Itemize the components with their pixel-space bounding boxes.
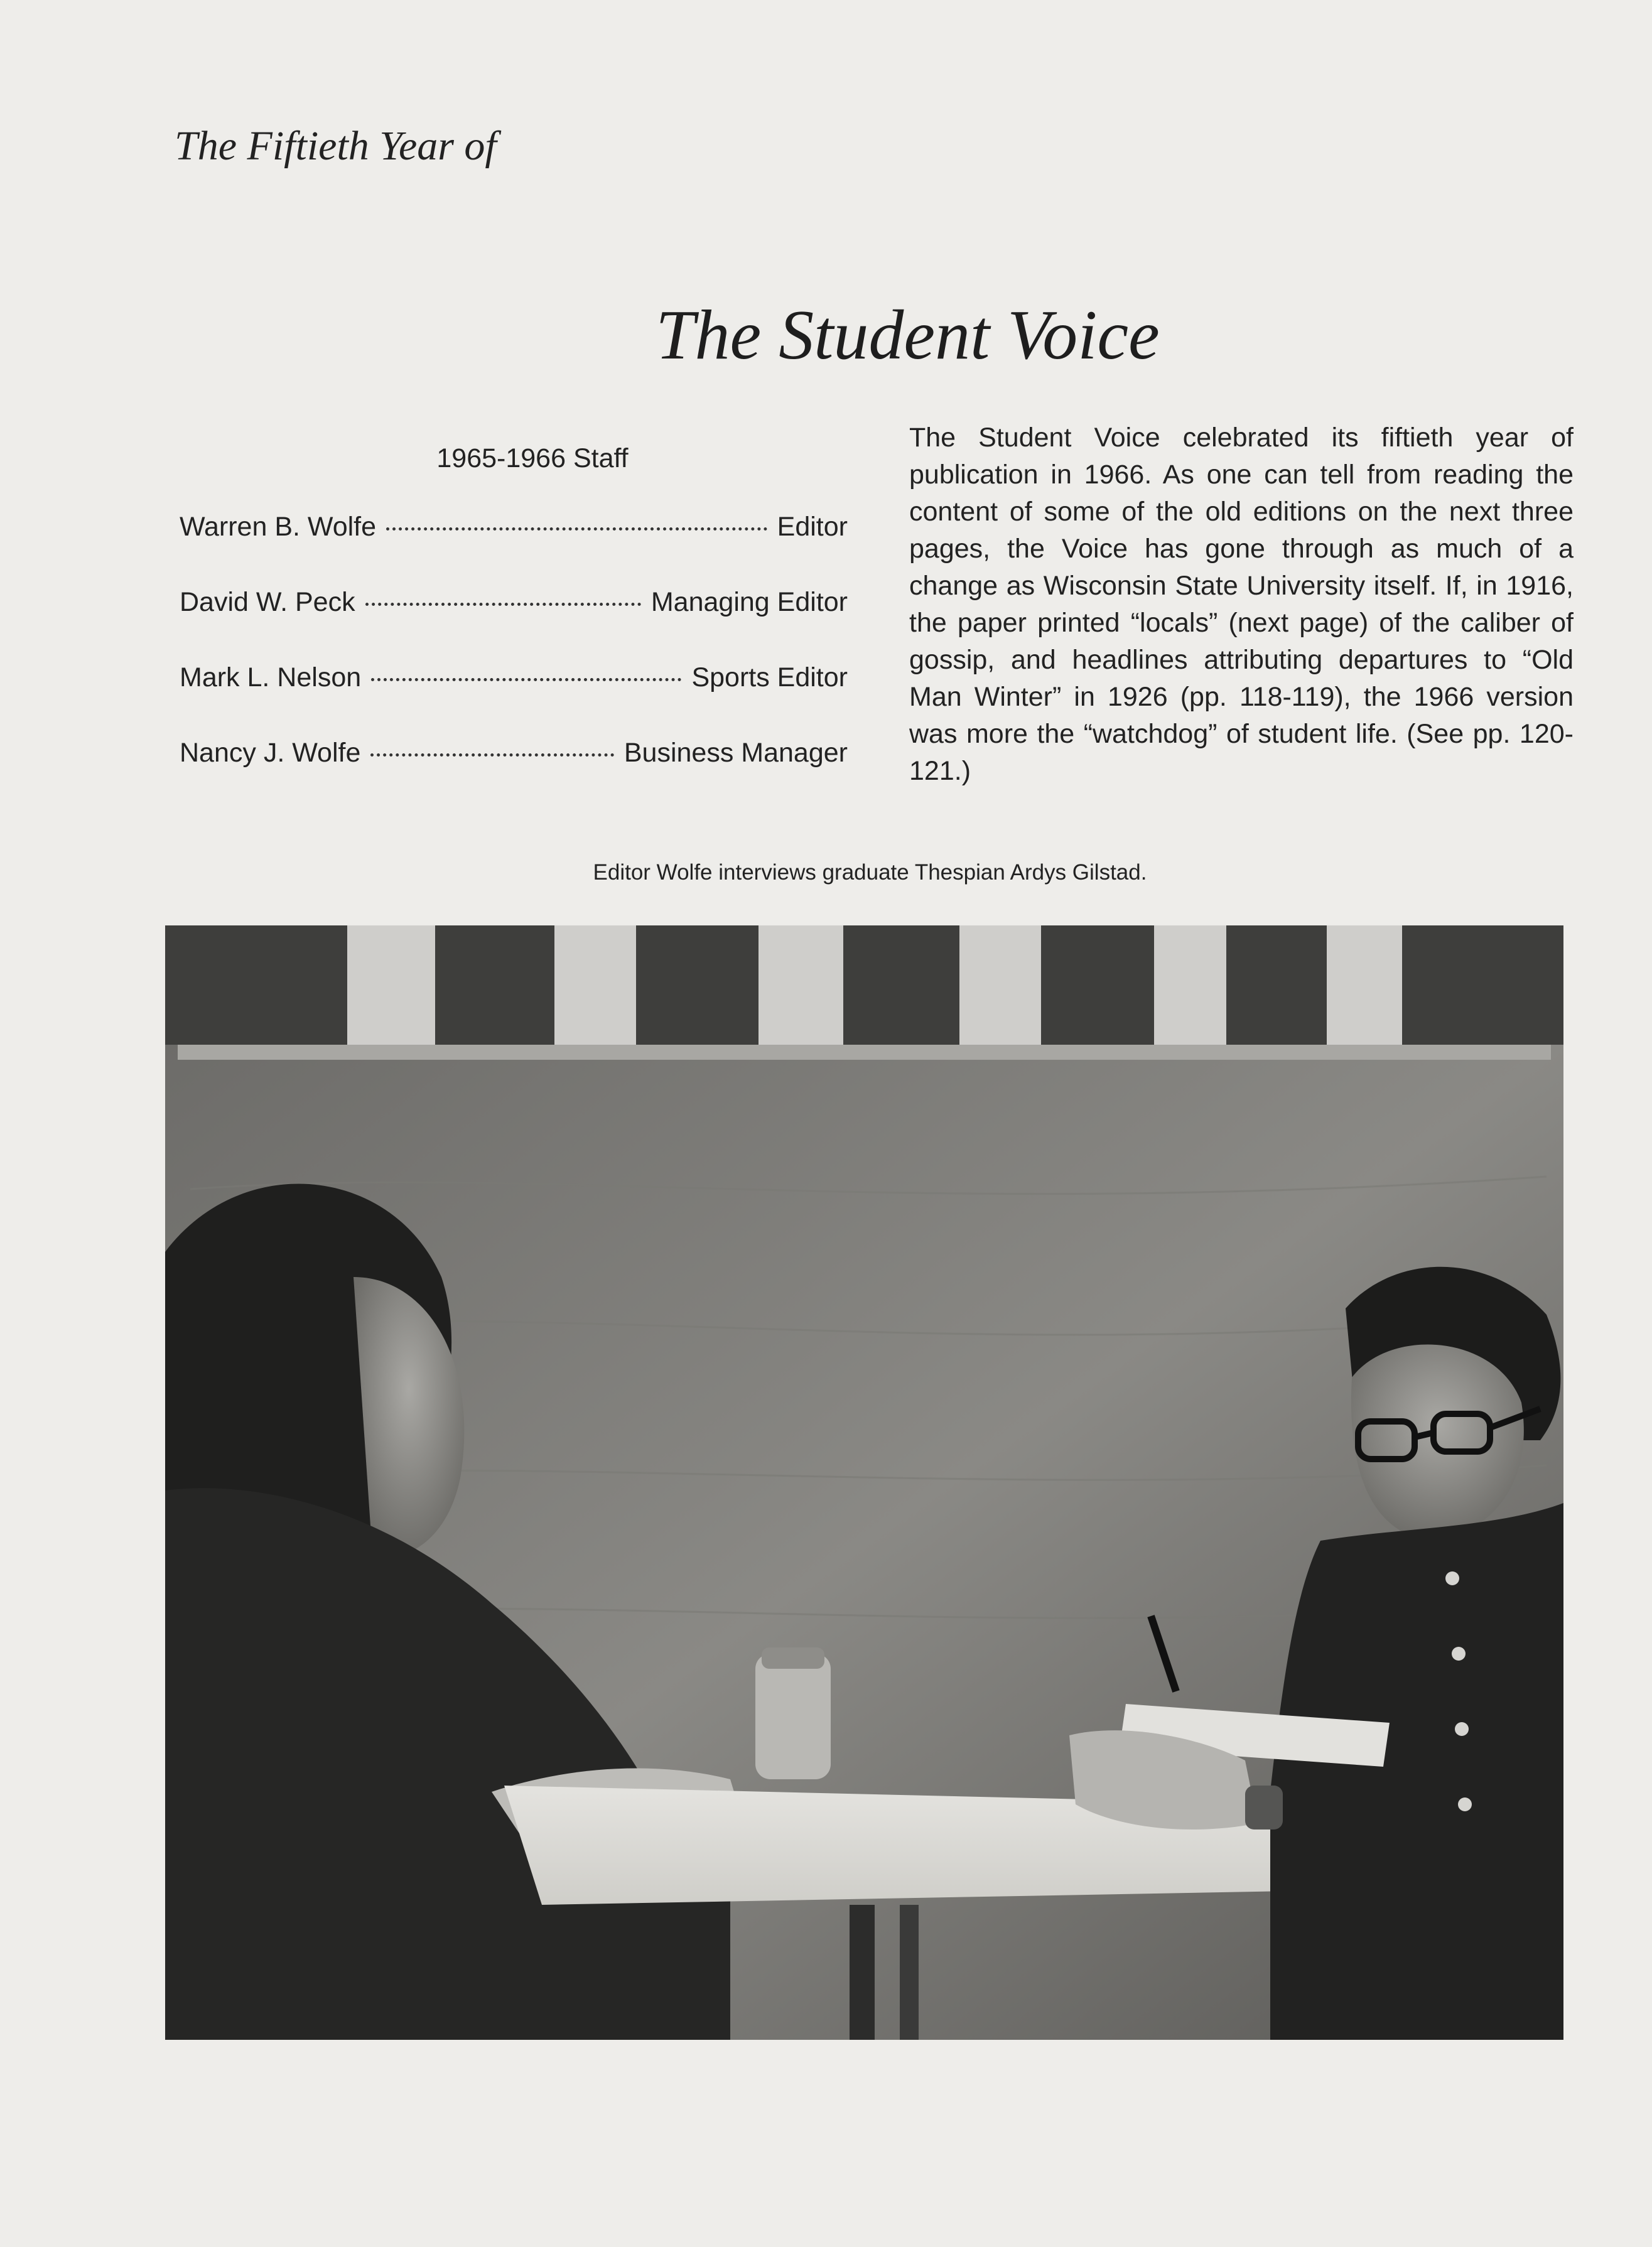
staff-role: Editor bbox=[777, 512, 848, 542]
staff-row bbox=[180, 738, 848, 813]
staff-role: Managing Editor bbox=[651, 587, 848, 617]
staff-role: Business Manager bbox=[624, 738, 848, 768]
interview-photo bbox=[165, 925, 1563, 2040]
staff-name: Warren B. Wolfe bbox=[180, 512, 377, 542]
photo-caption: Editor Wolfe interviews graduate Thespian Ardys Gilstad. bbox=[593, 860, 1147, 885]
intro-paragraph: The Student Voice celebrated its fiftieth year of publication in 1966. As one can tell from reading the content of some of the old editions on the next three pages, the Voice has gone through as much of a change as Wisconsin State University itself. If, in 1916, the paper printed “locals” (next page) of the caliber of gossip, and headlines attributing departures to “Old Man Winter” in 1926 (pp. 118-119), the 1966 version was more the “watchdog” of student life. (See pp. 120-121.) bbox=[909, 423, 1574, 786]
leader-dots bbox=[386, 527, 767, 531]
staff-list bbox=[180, 443, 848, 813]
staff-name: Nancy J. Wolfe bbox=[180, 738, 361, 768]
leader-dots bbox=[371, 678, 681, 681]
staff-row bbox=[180, 512, 848, 587]
staff-name: Mark L. Nelson bbox=[180, 662, 362, 692]
leader-dots bbox=[365, 603, 641, 606]
staff-row bbox=[180, 662, 848, 738]
page-title: The Student Voice bbox=[656, 296, 1160, 374]
staff-heading: 1965-1966 Staff bbox=[436, 443, 629, 473]
staff-role: Sports Editor bbox=[691, 662, 848, 692]
page-kicker: The Fiftieth Year of bbox=[175, 123, 497, 169]
staff-row bbox=[180, 587, 848, 662]
leader-dots bbox=[370, 753, 613, 757]
staff-name: David W. Peck bbox=[180, 587, 355, 617]
